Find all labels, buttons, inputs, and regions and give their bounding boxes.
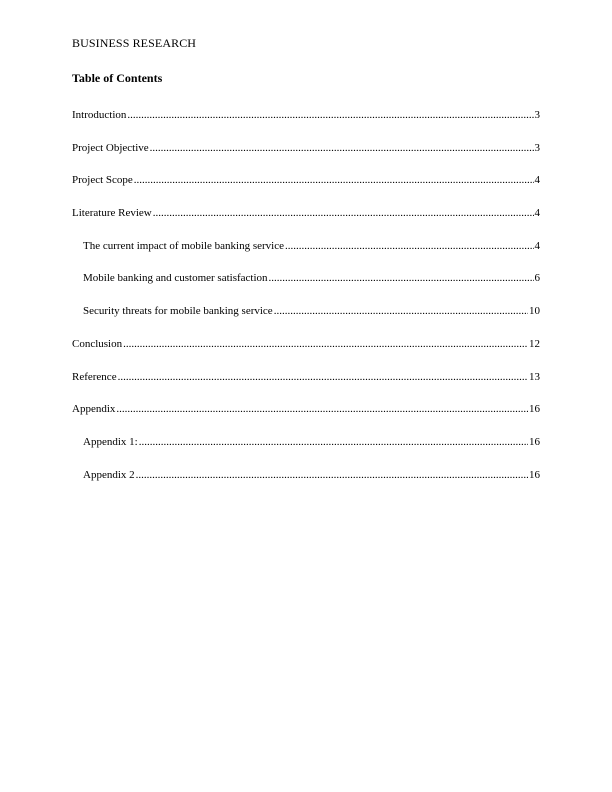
toc-entry-text: Appendix 1: [83,435,138,448]
toc-entry-literature-review[interactable] [72,207,540,240]
toc-page-number: 12 [529,337,540,350]
table-of-contents [72,109,540,501]
toc-page-number: 13 [529,370,540,383]
toc-leader-dots [269,272,534,284]
toc-entry-text: Mobile banking and customer satisfaction [83,272,268,285]
toc-entry-current-impact[interactable] [72,240,540,273]
toc-entry-security-threats[interactable] [72,305,540,338]
toc-page-number: 3 [534,141,540,154]
toc-leader-dots [134,174,534,186]
running-head: BUSINESS RESEARCH [72,36,197,50]
toc-page-number: 3 [534,109,540,121]
toc-entry-text: Project Objective [72,141,149,154]
toc-leader-dots [285,240,534,252]
toc-entry-text: Security threats for mobile banking service [83,305,273,318]
toc-page-number: 4 [534,207,540,220]
toc-entry-text: Literature Review [72,207,152,220]
toc-page-number: 4 [534,239,540,252]
toc-page-number: 16 [529,468,540,481]
toc-entry-appendix-2[interactable] [72,469,540,502]
toc-entry-text: Conclusion [72,337,123,350]
toc-leader-dots [150,142,534,154]
toc-entry-project-scope[interactable] [72,174,540,207]
toc-entry-project-objective[interactable] [72,142,540,175]
toc-page-number: 4 [534,174,540,187]
toc-page-number: 16 [529,403,540,416]
toc-entry-customer-satisfaction[interactable] [72,272,540,305]
toc-entry-conclusion[interactable] [72,338,540,371]
toc-leader-dots [139,436,528,448]
toc-leader-dots [274,305,528,317]
toc-entry-text: The current impact of mobile banking service [83,239,284,252]
toc-entry-text: Appendix 2 [83,468,135,481]
toc-page-number: 16 [529,435,540,448]
toc-entry-text: Project Scope [72,174,133,187]
toc-entry-reference[interactable] [72,371,540,404]
toc-page-number: 6 [534,272,540,285]
toc-entry-text: Appendix [72,403,116,416]
toc-leader-dots [153,207,534,219]
toc-leader-dots [116,403,528,415]
toc-leader-dots [127,109,533,121]
toc-entry-appendix-1[interactable] [72,436,540,469]
toc-entry-text: Reference [72,370,117,383]
toc-entry-introduction[interactable] [72,109,540,142]
toc-leader-dots [123,338,528,350]
toc-page-number: 10 [529,305,540,318]
toc-title: Table of Contents [72,71,163,85]
toc-entry-appendix[interactable] [72,403,540,436]
toc-leader-dots [136,469,528,481]
toc-entry-text: Introduction [72,109,127,121]
toc-leader-dots [118,371,528,383]
